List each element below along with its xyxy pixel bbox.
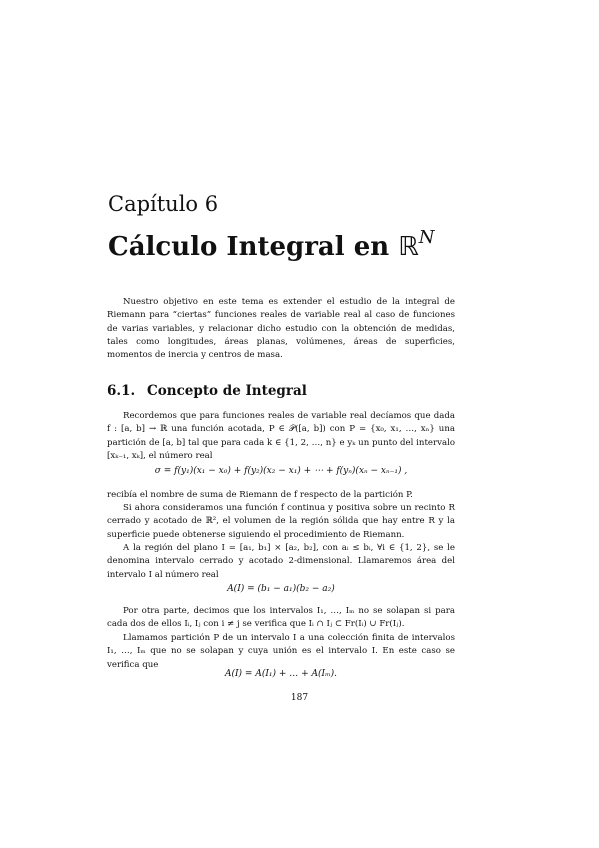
section-title: Concepto de Integral xyxy=(147,383,307,399)
paragraph-funcion-continua: Si ahora consideramos una función f continua y positiva sobre un recinto R cerrado y acotado de ℝ², el volumen de la región sólida que hay entre R y la superficie puede obtenerse siguiendo el procedimiento de Riemann. xyxy=(107,503,455,540)
paragraph-suma-definicion: Recordemos que para funciones reales de variable real decíamos que dada f : [a, b] → ℝ una función acotada, P ∈ 𝒫([a, b]) con P = {x₀, x₁, …, xₙ} una partición de [a, b] tal que para cada k ∈ {1, 2, …, n} e yₖ un punto del intervalo [xₖ₋₁, xₖ], el número real xyxy=(107,411,455,461)
chapter-title-exponent: N xyxy=(418,227,435,248)
equation-area-sum: A(I) = A(I₁) + … + A(Iₘ). xyxy=(224,669,337,679)
chapter-title-set: ℝ xyxy=(398,232,419,262)
paragraph-intervalo: A la región del plano I = [a₁, b₁] × [a₂, b₂], con aᵢ ≤ bᵢ, ∀i ∈ {1, 2}, se le denomina intervalo cerrado y acotado 2-dimensional. Llamaremos área del intervalo I al número real xyxy=(107,543,455,580)
paragraph-no-solapan: Por otra parte, decimos que los intervalos I₁, …, Iₘ no se solapan si para cada dos de ellos Iᵢ, Iⱼ con i ≠ j se verifica que Iᵢ ∩ Iⱼ ⊂ Fr(Iᵢ) ∪ Fr(Iⱼ). xyxy=(107,606,455,630)
equation-riemann-sum: σ = f(y₁)(x₁ − x₀) + f(y₂)(x₂ − x₁) + ⋯ + f(yₙ)(xₙ − xₙ₋₁) , xyxy=(154,466,408,476)
equation-area: A(I) = (b₁ − a₁)(b₂ − a₂) xyxy=(227,584,335,594)
section-number: 6.1. xyxy=(107,383,136,399)
chapter-title-text: Cálculo Integral en xyxy=(108,232,399,262)
chapter-label: Capítulo 6 xyxy=(108,192,219,216)
chapter-title xyxy=(108,227,435,262)
paragraph-suma-riemann: recibía el nombre de suma de Riemann de f respecto de la partición P. xyxy=(107,490,413,500)
page-number: 187 xyxy=(290,693,309,703)
intro-paragraph: Nuestro objetivo en este tema es extender el estudio de la integral de Riemann para “ciertas” funciones reales de variable real al caso de funciones de varias variables, y relacionar dicho estudio con la obtención de medidas, tales como longitudes, áreas planas, volúmenes, áreas de superficies, momentos de inercia y centros de masa. xyxy=(107,297,455,361)
paragraph-particion: Llamamos partición P de un intervalo I a una colección finita de intervalos I₁, …, Iₘ que no se solapan y cuya unión es el intervalo I. En este caso se verifica que xyxy=(107,633,455,670)
section-heading xyxy=(107,383,307,399)
